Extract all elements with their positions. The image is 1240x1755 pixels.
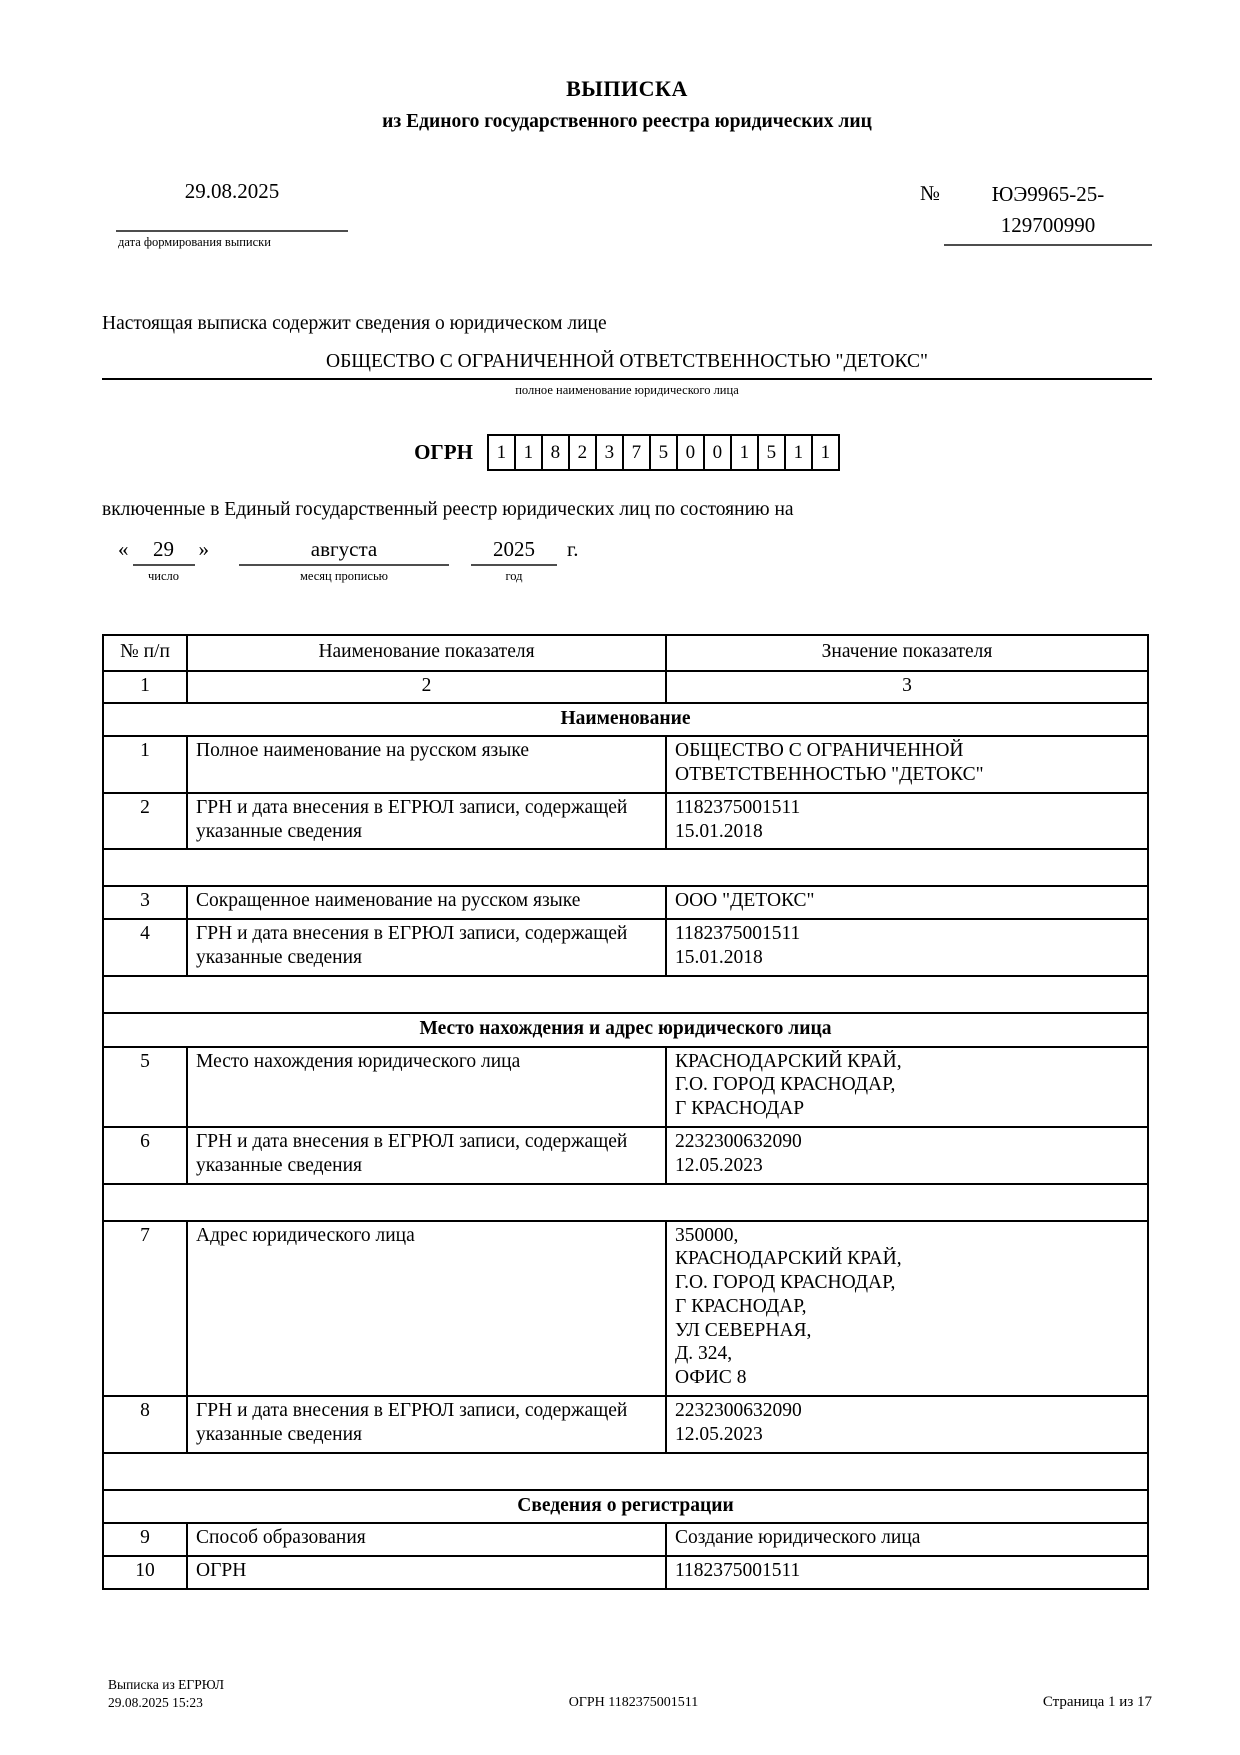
formation-date-underline [116,230,348,232]
row-number-cell: 5 [103,1047,187,1127]
row-number-cell: 3 [103,886,187,919]
main-table [102,634,1149,1590]
ogrn-digit-cell: 2 [568,434,597,471]
value-line: 12.05.2023 [675,1423,763,1445]
ogrn-digit-cell: 1 [784,434,813,471]
value-line: 15.01.2018 [675,820,763,842]
value-line: КРАСНОДАРСКИЙ КРАЙ, [675,1248,902,1270]
formation-date-caption: дата формирования выписки [118,235,271,249]
year-caption: год [505,569,523,583]
as-of-date-line [102,537,1152,584]
spacer-cell [103,1184,1148,1221]
section-title-cell: Сведения о регистрации [103,1490,1148,1524]
footer-timestamp: 29.08.2025 15:23 [108,1694,203,1710]
value-line: ОБЩЕСТВО С ОГРАНИЧЕННОЙ ОТВЕТСТВЕННОСТЬЮ "ДЕТОКС" [675,740,984,786]
table-section-row [103,1013,1148,1047]
table-section-row [103,1490,1148,1524]
company-name-caption: полное наименование юридического лица [515,383,739,397]
row-name-cell: ГРН и дата внесения в ЕГРЮЛ записи, содержащей указанные сведения [187,1127,666,1184]
ogrn-digit-cell: 1 [514,434,543,471]
ogrn-digit-cell: 7 [622,434,651,471]
row-name-cell: Полное наименование на русском языке [187,736,666,793]
value-line: 1182375001511 [675,1560,801,1582]
row-number-cell: 2 [103,793,187,850]
table-spacer-row [103,976,1148,1013]
page-footer [108,1676,1152,1711]
value-line: 350000, [675,1224,739,1246]
header-cell-value: Значение показателя [666,635,1148,671]
value-line: Г КРАСНОДАР, [675,1295,807,1317]
ogrn-digit-cell: 1 [811,434,840,471]
row-name-cell: Способ образования [187,1523,666,1556]
row-value-cell [666,919,1148,976]
row-name-cell: ГРН и дата внесения в ЕГРЮЛ записи, содержащей указанные сведения [187,793,666,850]
day-value: 29 [133,537,195,566]
table-spacer-row [103,1184,1148,1221]
ogrn-digit-cell: 5 [649,434,678,471]
day-field [133,537,195,584]
ogrn-digit-cell: 3 [595,434,624,471]
year-suffix: г. [567,537,579,561]
table-section-row [103,703,1148,737]
ogrn-digit-cell: 5 [757,434,786,471]
value-line: 12.05.2023 [675,1154,763,1176]
ogrn-row [102,434,1152,471]
footer-page-number: Страница 1 из 17 [1042,1694,1152,1711]
value-line: 1182375001511 [675,796,801,818]
table-row [103,1127,1148,1184]
footer-doc-type: Выписка из ЕГРЮЛ [108,1677,225,1692]
footer-ogrn: ОГРН 1182375001511 [568,1695,699,1711]
ogrn-digit-cell: 1 [730,434,759,471]
ogrn-boxes [487,434,840,471]
ogrn-digit-cell: 8 [541,434,570,471]
table-row [103,736,1148,793]
document-number-block [944,179,1152,246]
section-title-cell: Наименование [103,703,1148,737]
row-name-cell: Сокращенное наименование на русском языке [187,886,666,919]
value-line: Г.О. ГОРОД КРАСНОДАР, [675,1074,896,1096]
main-table-body [103,703,1148,1589]
row-number-cell: 4 [103,919,187,976]
row-value-cell [666,1221,1148,1396]
document-number-line1: ЮЭ9965-25- [991,182,1105,206]
value-line: Создание юридического лица [675,1527,921,1549]
numbering-cell-2: 2 [187,671,666,703]
month-caption: месяц прописью [299,569,389,583]
table-spacer-row [103,849,1148,886]
value-line: Д. 324, [675,1343,733,1365]
close-quote: » [198,537,209,561]
document-content [102,0,1152,1590]
table-row [103,1523,1148,1556]
footer-left-block [108,1676,224,1711]
value-line: 15.01.2018 [675,947,763,969]
table-spacer-row [103,1453,1148,1490]
row-number-cell: 1 [103,736,187,793]
row-value-cell [666,1396,1148,1453]
row-value-cell [666,886,1148,919]
row-value-cell [666,1523,1148,1556]
open-quote: « [118,537,129,561]
row-name-cell: Место нахождения юридического лица [187,1047,666,1127]
row-value-cell [666,1127,1148,1184]
row-value-cell [666,736,1148,793]
header-row [102,179,1152,291]
formation-date-value: 29.08.2025 [184,179,280,203]
section-title-cell: Место нахождения и адрес юридического лица [103,1013,1148,1047]
table-row [103,886,1148,919]
table-row [103,1047,1148,1127]
company-name: ОБЩЕСТВО С ОГРАНИЧЕННОЙ ОТВЕТСТВЕННОСТЬЮ "ДЕТОКС" [102,351,1152,380]
numbering-cell-1: 1 [103,671,187,703]
value-line: ООО "ДЕТОКС" [675,890,815,912]
value-line: КРАСНОДАРСКИЙ КРАЙ, [675,1050,902,1072]
row-number-cell: 7 [103,1221,187,1396]
year-field [471,537,557,584]
table-row [103,1396,1148,1453]
value-line: 1182375001511 [675,923,801,945]
ogrn-digit-cell: 1 [487,434,516,471]
value-line: 2232300632090 [675,1130,802,1152]
row-name-cell: ГРН и дата внесения в ЕГРЮЛ записи, содержащей указанные сведения [187,919,666,976]
document-number-line2: 129700990 [1000,213,1096,237]
row-name-cell: ГРН и дата внесения в ЕГРЮЛ записи, содержащей указанные сведения [187,1396,666,1453]
row-value-cell [666,1047,1148,1127]
table-row [103,793,1148,850]
row-number-cell: 9 [103,1523,187,1556]
row-name-cell: ОГРН [187,1556,666,1589]
row-number-cell: 8 [103,1396,187,1453]
value-line: ОФИС 8 [675,1367,747,1389]
intro-line: Настоящая выписка содержит сведения о юридическом лице [102,313,607,334]
document-number-underline [944,244,1152,246]
header-cell-name: Наименование показателя [187,635,666,671]
value-line: Г КРАСНОДАР [675,1098,805,1120]
value-line: УЛ СЕВЕРНАЯ, [675,1319,812,1341]
ogrn-digit-cell: 0 [676,434,705,471]
day-caption: число [147,569,179,583]
month-value: августа [239,537,449,566]
numbering-cell-3: 3 [666,671,1148,703]
table-row [103,1221,1148,1396]
spacer-cell [103,849,1148,886]
value-line: Г.О. ГОРОД КРАСНОДАР, [675,1272,896,1294]
spacer-cell [103,1453,1148,1490]
row-name-cell: Адрес юридического лица [187,1221,666,1396]
value-line: 2232300632090 [675,1399,802,1421]
document-number-label: № [920,181,941,205]
month-field [239,537,449,584]
row-number-cell: 10 [103,1556,187,1589]
table-numbering-row [103,671,1148,703]
ogrn-digit-cell: 0 [703,434,732,471]
year-value: 2025 [471,537,557,566]
row-number-cell: 6 [103,1127,187,1184]
table-row [103,919,1148,976]
included-line: включенные в Единый государственный реестр юридических лиц по состоянию на [102,499,794,520]
page-subtitle: из Единого государственного реестра юридических лиц [382,111,872,132]
header-cell-num: № п/п [103,635,187,671]
spacer-cell [103,976,1148,1013]
page-title: ВЫПИСКА [566,76,688,101]
table-row [103,1556,1148,1589]
table-header-row [103,635,1148,671]
ogrn-label: ОГРН [414,440,473,464]
formation-date-block [116,179,348,250]
row-value-cell [666,1556,1148,1589]
row-value-cell [666,793,1148,850]
